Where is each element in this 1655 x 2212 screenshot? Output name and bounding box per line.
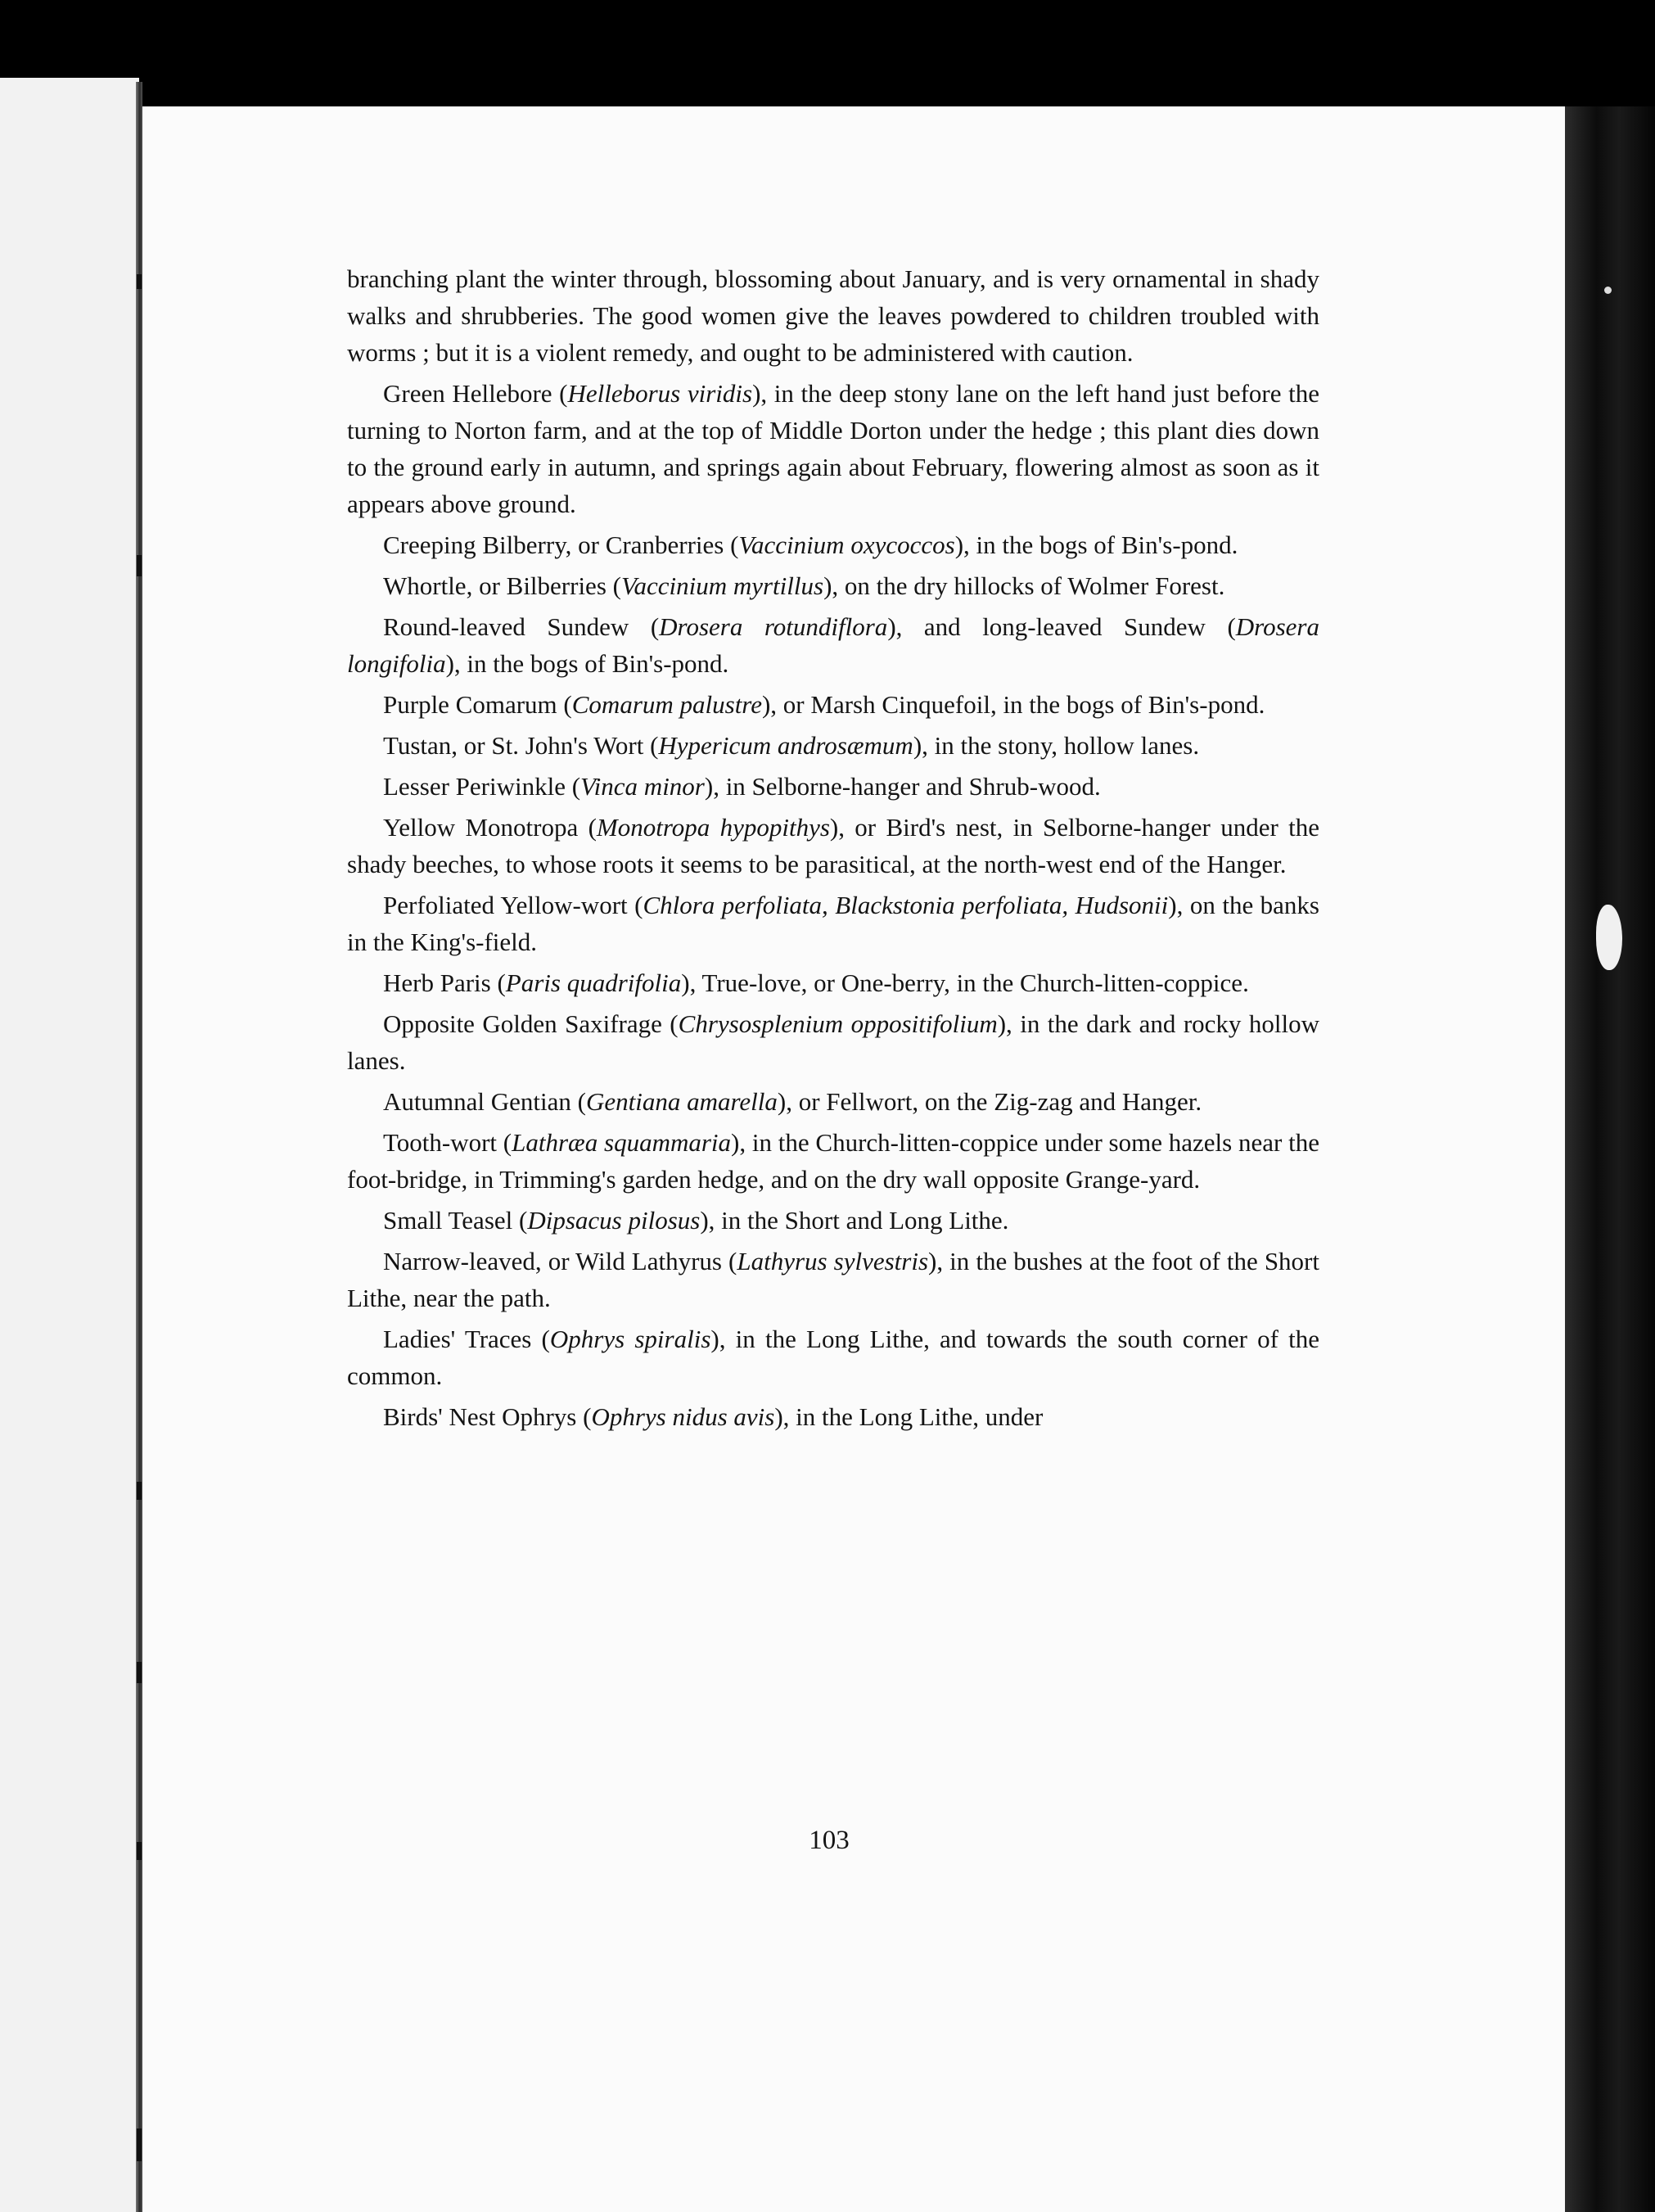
botanical-name: Helleborus viridis bbox=[567, 379, 753, 408]
edge-spot bbox=[1604, 287, 1612, 294]
botanical-name: Gentiana amarella bbox=[585, 1087, 778, 1116]
botanical-name: Dipsacus pilosus bbox=[527, 1206, 701, 1235]
entry-yellow-monotropa bbox=[347, 809, 1319, 883]
entry-birds-nest-ophrys bbox=[347, 1398, 1319, 1435]
entry-text: Autumnal Gentian ( bbox=[383, 1087, 586, 1116]
entry-text: Round-leaved Sundew ( bbox=[383, 612, 660, 641]
entry-text: Yellow Monotropa ( bbox=[383, 813, 597, 842]
entry-ladies-traces bbox=[347, 1320, 1319, 1394]
entry-text: ), in the stony, hollow lanes. bbox=[913, 731, 1200, 760]
entry-small-teasel bbox=[347, 1202, 1319, 1239]
botanical-name: Ophrys nidus avis bbox=[591, 1402, 775, 1431]
botanical-name: Monotropa hypopithys bbox=[596, 813, 830, 842]
entry-wild-lathyrus bbox=[347, 1243, 1319, 1316]
botanical-name: Hypericum androsæmum bbox=[658, 731, 913, 760]
botanical-name: Lathyrus sylvestris bbox=[737, 1247, 929, 1275]
botanical-name: Vaccinium oxycoccos bbox=[738, 530, 955, 559]
entry-text: ), in the deep stony lane on the left hand just before the turning to Norton farm, and at the top of Middle Dorton under the hedge ; this plant dies down to the ground early in autumn, and springs again about February, flowering almost as soon as it appears above ground. bbox=[347, 379, 1319, 518]
entry-text: Birds' Nest Ophrys ( bbox=[383, 1402, 592, 1431]
page-fore-edge bbox=[1565, 106, 1655, 2212]
gutter-mark bbox=[137, 1482, 142, 1500]
entry-text: Purple Comarum ( bbox=[383, 690, 572, 719]
entry-text: ), or Fellwort, on the Zig-zag and Hanger. bbox=[777, 1087, 1202, 1116]
entry-text: ), in the Long Lithe, under bbox=[774, 1402, 1044, 1431]
gutter-mark bbox=[137, 555, 142, 576]
entry-text: ), in the Short and Long Lithe. bbox=[700, 1206, 1009, 1235]
entry-green-hellebore bbox=[347, 375, 1319, 522]
botanical-name: Paris quadrifolia bbox=[505, 968, 682, 997]
entry-text: Tustan, or St. John's Wort ( bbox=[383, 731, 659, 760]
entry-whortle bbox=[347, 567, 1319, 604]
entry-text: Lesser Periwinkle ( bbox=[383, 772, 581, 801]
entry-text: Perfoliated Yellow-wort ( bbox=[383, 891, 643, 919]
entry-text: ), on the dry hillocks of Wolmer Forest. bbox=[823, 571, 1225, 600]
entry-text: ), in the bushes at the foot of the Short Lithe, near the path. bbox=[347, 1247, 1319, 1312]
botanical-name: Comarum palustre bbox=[571, 690, 762, 719]
body-text bbox=[347, 260, 1319, 1439]
entry-golden-saxifrage bbox=[347, 1005, 1319, 1079]
facing-page-edge bbox=[0, 78, 139, 2212]
botanical-name: Chlora perfoliata, Blackstonia perfoliata, Hudsonii bbox=[643, 891, 1169, 919]
entry-text: Green Hellebore ( bbox=[383, 379, 568, 408]
entry-text: ), and long-leaved Sundew ( bbox=[887, 612, 1236, 641]
entry-text: ), in the Church-litten-coppice under some hazels near the foot-bridge, in Trimming's garden hedge, and on the dry wall opposite Grange-yard. bbox=[347, 1128, 1319, 1194]
entry-text: ), in the bogs of Bin's-pond. bbox=[445, 649, 729, 678]
entry-text: branching plant the winter through, blossoming about January, and is very ornamental in shady walks and shrubberies. The good women give the leaves powdered to children troubled with worms ; but it is a violent remedy, and ought to be administered with caution. bbox=[347, 264, 1319, 367]
entry-herb-paris bbox=[347, 964, 1319, 1001]
botanical-name: Chrysosplenium oppositifolium bbox=[678, 1009, 998, 1038]
entry-text: ), True-love, or One-berry, in the Church-litten-coppice. bbox=[681, 968, 1249, 997]
entry-text: Herb Paris ( bbox=[383, 968, 506, 997]
entry-round-leaved-sundew bbox=[347, 608, 1319, 682]
entry-text: ), or Bird's nest, in Selborne-hanger under the shady beeches, to whose roots it seems to be parasitical, at the north-west end of the Hanger. bbox=[347, 813, 1319, 878]
botanical-name: Ophrys spiralis bbox=[549, 1325, 711, 1353]
botanical-name: Lathræa squammaria bbox=[512, 1128, 732, 1157]
entry-creeping-bilberry bbox=[347, 526, 1319, 563]
gutter-mark bbox=[137, 1842, 142, 1860]
botanical-name: Vinca minor bbox=[580, 772, 705, 801]
gutter-mark bbox=[137, 1662, 142, 1683]
entry-text: Opposite Golden Saxifrage ( bbox=[383, 1009, 679, 1038]
entry-text: ), or Marsh Cinquefoil, in the bogs of Bin's-pond. bbox=[761, 690, 1265, 719]
entry-text: ), on the banks in the King's-field. bbox=[347, 891, 1319, 956]
entry-text: ), in Selborne-hanger and Shrub-wood. bbox=[704, 772, 1101, 801]
gutter-mark bbox=[137, 2128, 142, 2161]
entry-autumnal-gentian bbox=[347, 1083, 1319, 1120]
entry-text: Creeping Bilberry, or Cranberries ( bbox=[383, 530, 739, 559]
gutter-mark bbox=[137, 274, 142, 289]
entry-perfoliated-yellow-wort bbox=[347, 887, 1319, 960]
botanical-name: Drosera rotundiflora bbox=[659, 612, 888, 641]
entry-lesser-periwinkle bbox=[347, 768, 1319, 805]
entry-text: ), in the bogs of Bin's-pond. bbox=[954, 530, 1238, 559]
entry-text: Small Teasel ( bbox=[383, 1206, 528, 1235]
entry-text: Tooth-wort ( bbox=[383, 1128, 512, 1157]
entry-text: Ladies' Traces ( bbox=[383, 1325, 550, 1353]
botanical-name: Vaccinium myrtillus bbox=[620, 571, 824, 600]
entry-continuation bbox=[347, 260, 1319, 371]
entry-text: ), in the Long Lithe, and towards the south corner of the common. bbox=[347, 1325, 1319, 1390]
page-number: 103 bbox=[809, 1826, 850, 1855]
entry-tustan bbox=[347, 727, 1319, 764]
entry-text: Narrow-leaved, or Wild Lathyrus ( bbox=[383, 1247, 737, 1275]
entry-purple-comarum bbox=[347, 686, 1319, 723]
edge-tear bbox=[1596, 905, 1622, 970]
entry-text: Whortle, or Bilberries ( bbox=[383, 571, 621, 600]
botanical-name: Drosera longifolia bbox=[347, 612, 1319, 678]
book-gutter bbox=[136, 82, 142, 2212]
entry-text: ), in the dark and rocky hollow lanes. bbox=[347, 1009, 1319, 1075]
entry-tooth-wort bbox=[347, 1124, 1319, 1198]
